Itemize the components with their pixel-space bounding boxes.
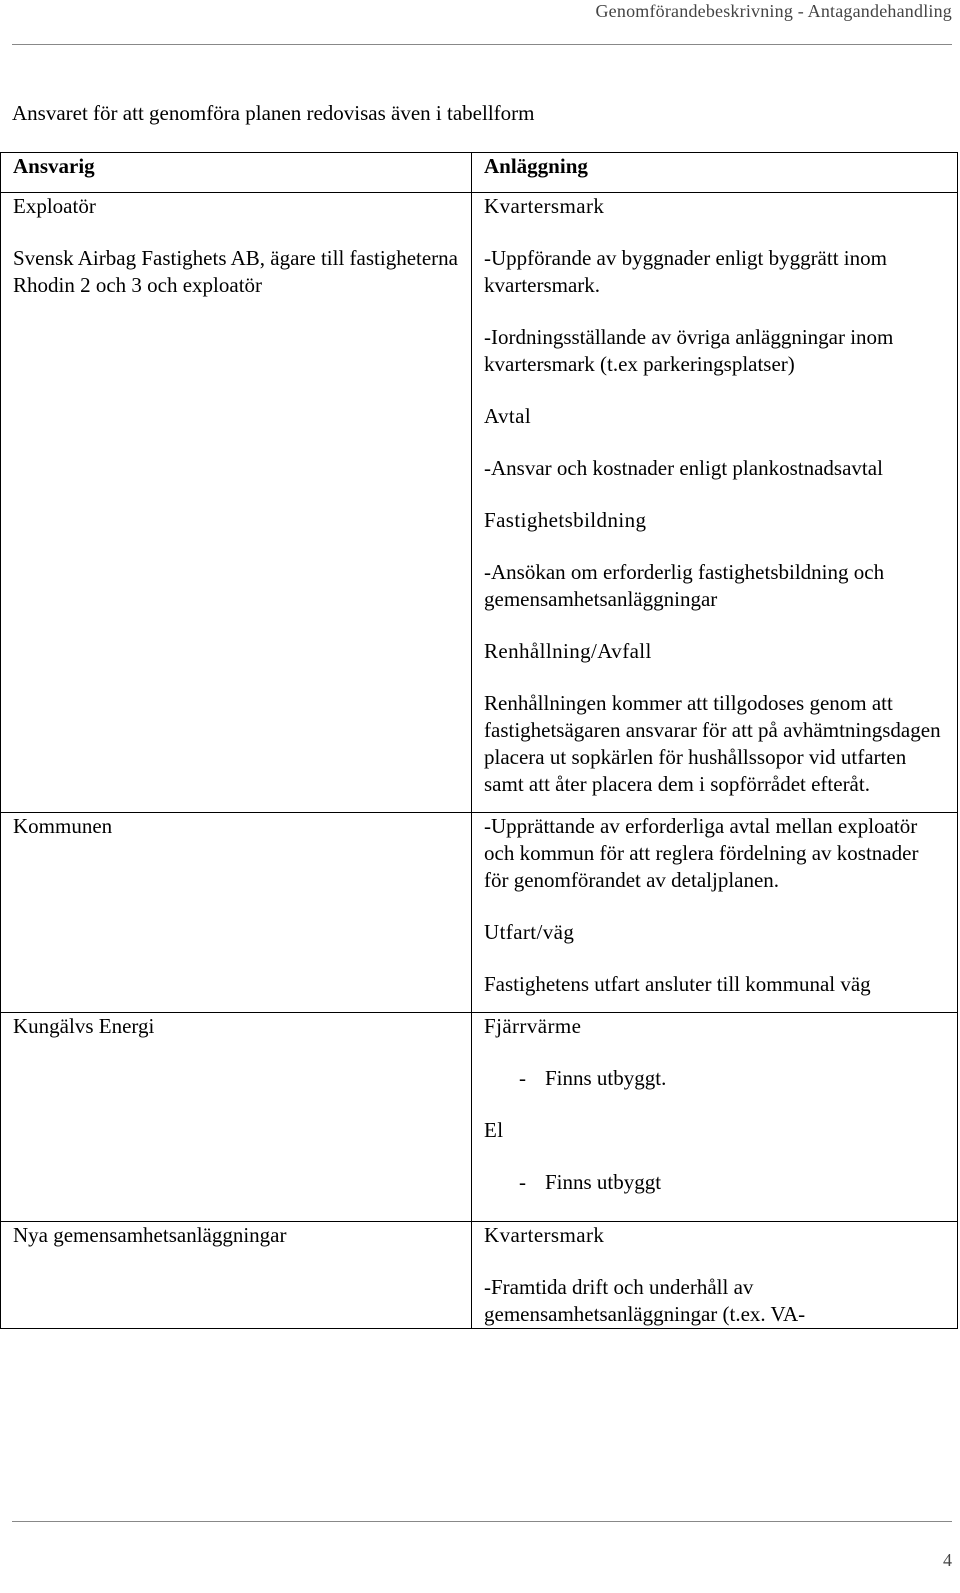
section-paragraph: Renhållningen kommer att tillgodoses genom att fastighetsägaren ansvarar för att på avhämtningsdagen placera ut sopkärlen för hushållssopor vid utfarten samt att åter placera dem i sopförrådet efteråt. — [484, 691, 941, 796]
header-responsible: Ansvarig — [1, 153, 472, 193]
responsible-role: Nya gemensamhetsanläggningar — [13, 1223, 287, 1247]
list-item-text: Finns utbyggt. — [545, 1066, 667, 1090]
bullet-marker: - — [519, 1066, 526, 1090]
section-heading: Renhållning/Avfall — [484, 639, 652, 663]
list-item — [484, 1169, 947, 1196]
header-divider — [12, 44, 952, 45]
responsible-cell — [1, 1222, 472, 1329]
section-heading: Fastighetsbildning — [484, 508, 647, 532]
section-heading: Kvartersmark — [484, 194, 605, 218]
responsible-role: Kungälvs Energi — [13, 1014, 155, 1038]
responsible-cell — [1, 193, 472, 813]
section-paragraph: -Ansvar och kostnader enligt plankostnadsavtal — [484, 456, 883, 480]
table-row — [1, 1222, 958, 1329]
section-heading: Fjärrvärme — [484, 1014, 582, 1038]
facility-cell — [472, 813, 958, 1013]
section-heading: Kvartersmark — [484, 1223, 605, 1247]
responsible-cell — [1, 1013, 472, 1222]
facility-cell — [472, 1222, 958, 1329]
responsible-detail: Svensk Airbag Fastighets AB, ägare till fastigheterna Rhodin 2 och 3 och exploatör — [13, 246, 458, 297]
section-paragraph: -Ansökan om erforderlig fastighetsbildning och gemensamhetsanläggningar — [484, 560, 885, 611]
section-heading: Avtal — [484, 404, 532, 428]
table-row — [1, 193, 958, 813]
section-heading: Utfart/väg — [484, 920, 575, 944]
table-row — [1, 813, 958, 1013]
bullet-marker: - — [519, 1170, 526, 1194]
table-header-row — [1, 153, 958, 193]
responsible-cell — [1, 813, 472, 1013]
page-footer — [0, 1515, 956, 1585]
page-number: 4 — [943, 1550, 952, 1570]
section-paragraph: -Framtida drift och underhåll av gemensamhetsanläggningar (t.ex. VA- — [484, 1275, 806, 1326]
list-item — [484, 1065, 947, 1092]
responsible-role: Exploatör — [13, 194, 96, 218]
footer-divider — [12, 1521, 952, 1522]
table-row — [1, 1013, 958, 1222]
responsibility-table — [0, 152, 958, 1329]
list-item-text: Finns utbyggt — [545, 1170, 662, 1194]
intro-text: Ansvaret för att genomföra planen redovisas även i tabellform — [12, 101, 535, 125]
page-header — [0, 0, 956, 45]
section-paragraph: -Upprättande av erforderliga avtal mellan exploatör och kommun för att reglera fördelning av kostnader för genomförandet av detaljplanen. — [484, 814, 919, 892]
header-title: Genomförandebeskrivning - Antagandehandling — [595, 1, 952, 21]
section-paragraph: Fastighetens utfart ansluter till kommunal väg — [484, 972, 871, 996]
section-paragraph: -Uppförande av byggnader enligt byggrätt inom kvartersmark. — [484, 246, 887, 297]
facility-cell — [472, 193, 958, 813]
section-heading: El — [484, 1118, 504, 1142]
responsible-role: Kommunen — [13, 814, 113, 838]
facility-cell — [472, 1013, 958, 1222]
header-facility: Anläggning — [472, 153, 958, 193]
section-paragraph: -Iordningsställande av övriga anläggningar inom kvartersmark (t.ex parkeringsplatser) — [484, 325, 894, 376]
